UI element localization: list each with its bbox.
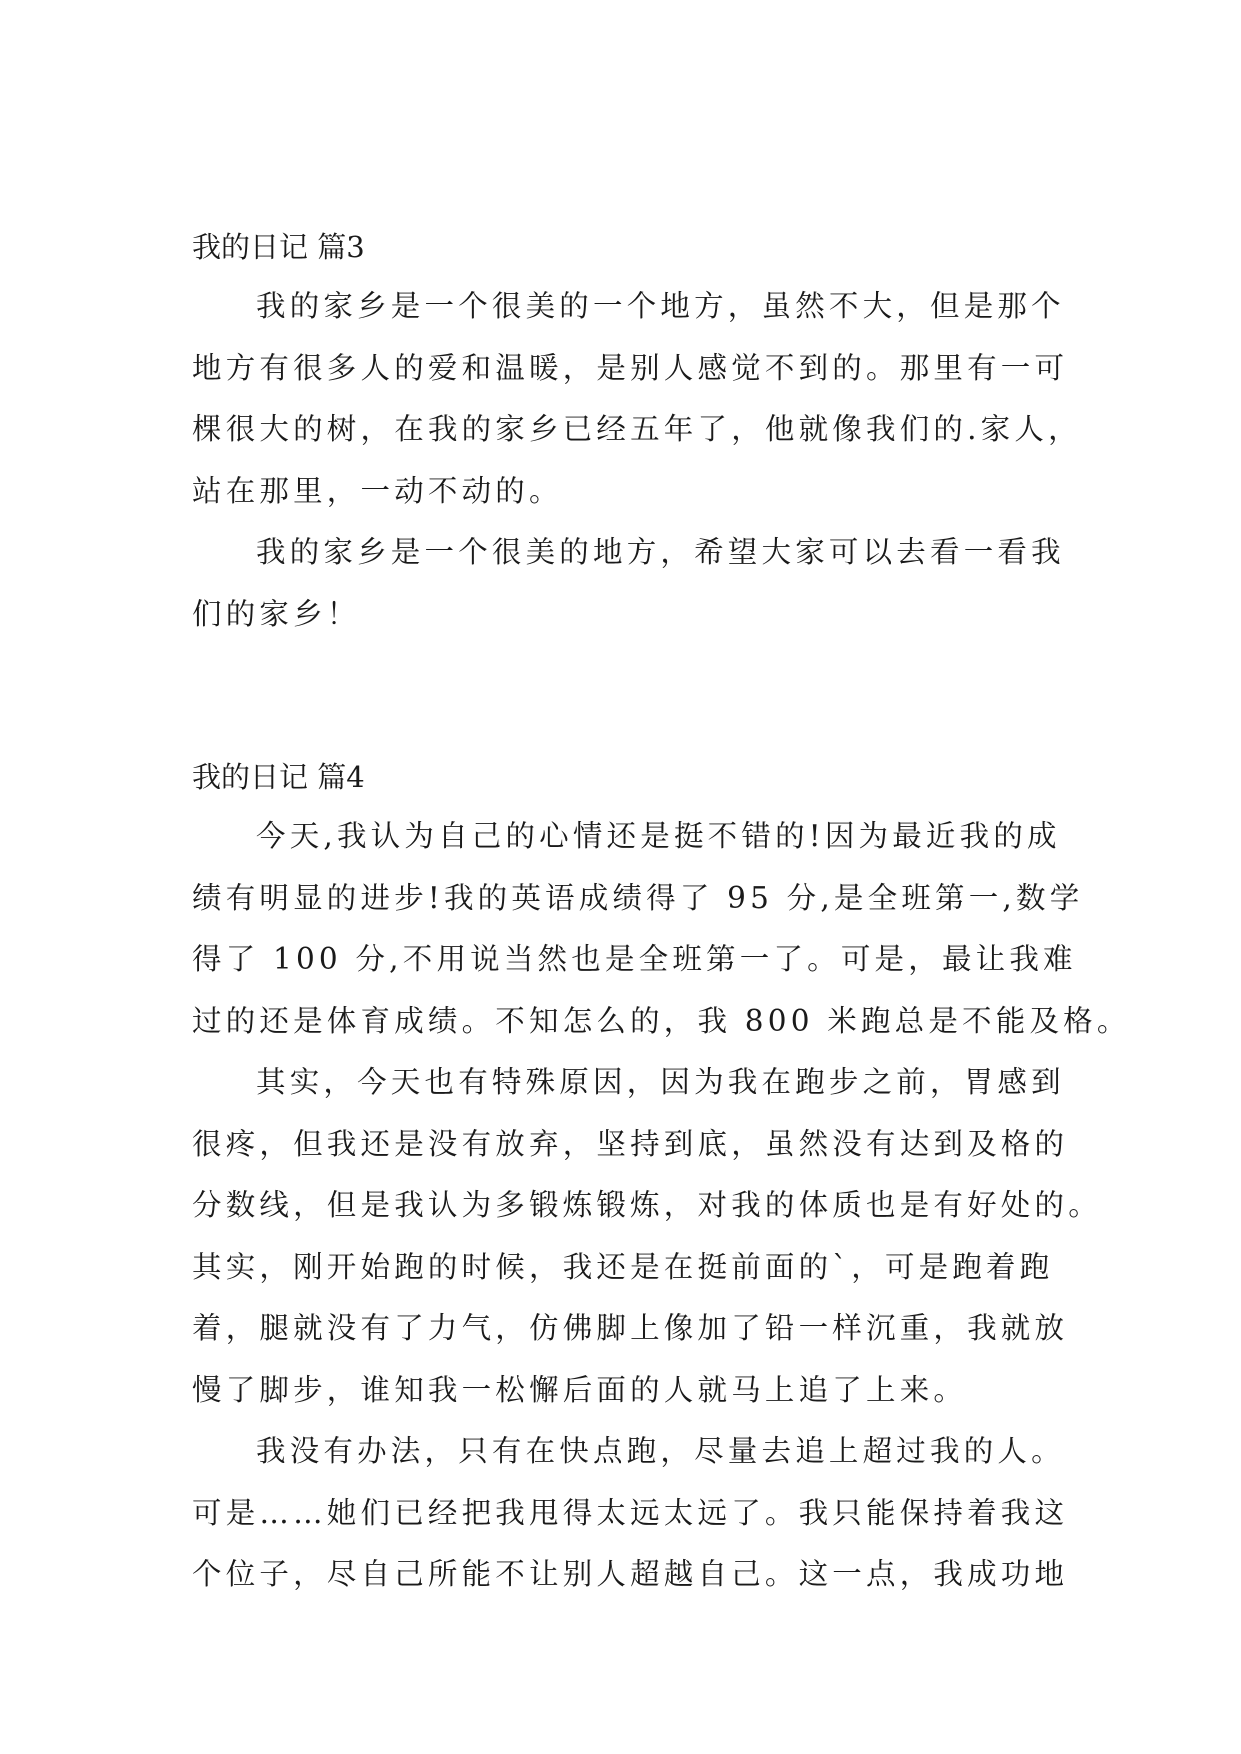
paragraph-line: 绩有明显的进步!我的英语成绩得了 95 分,是全班第一,数学 <box>192 880 1084 915</box>
paragraph-line: 今天,我认为自己的心情还是挺不错的!因为最近我的成 <box>256 819 1061 853</box>
paragraph-line: 很疼，但我还是没有放弃，坚持到底，虽然没有达到及格的 <box>192 1126 1069 1161</box>
paragraph-line: 站在那里，一动不动的。 <box>192 473 563 508</box>
paragraph-line: 过的还是体育成绩。不知怎么的，我 800 米跑总是不能及格。 <box>192 1003 1131 1038</box>
paragraph-line: 分数线，但是我认为多锻炼锻炼，对我的体质也是有好处的。 <box>192 1188 1102 1222</box>
paragraph-line: 个位子，尽自己所能不让别人超越自己。这一点，我成功地 <box>192 1557 1069 1591</box>
paragraph-line: 着，腿就没有了力气，仿佛脚上像加了铅一样沉重，我就放 <box>192 1311 1069 1345</box>
diary-entry-4 <box>192 748 1131 1606</box>
entry-title: 我的日记 篇3 <box>192 230 365 264</box>
paragraph-line: 们的家乡！ <box>192 596 361 631</box>
paragraph-line: 我的家乡是一个很美的一个地方，虽然不大，但是那个 <box>256 289 1065 323</box>
diary-entry-3 <box>192 218 1082 645</box>
paragraph-line: 得了 100 分,不用说当然也是全班第一了。可是，最让我难 <box>192 942 1077 976</box>
paragraph-line: 地方有很多人的爱和温暖，是别人感觉不到的。那里有一可 <box>192 350 1069 385</box>
paragraph-line: 其实，今天也有特殊原因，因为我在跑步之前，胃感到 <box>256 1065 1065 1099</box>
entry-title: 我的日记 篇4 <box>192 760 365 794</box>
paragraph-line: 可是……她们已经把我甩得太远太远了。我只能保持着我这 <box>192 1495 1069 1530</box>
paragraph-line: 慢了脚步，谁知我一松懈后面的人就马上追了上来。 <box>192 1372 968 1407</box>
paragraph-line: 棵很大的树，在我的家乡已经五年了，他就像我们的.家人， <box>192 412 1082 446</box>
paragraph-line: 我的家乡是一个很美的地方，希望大家可以去看一看我 <box>256 535 1065 569</box>
paragraph-line: 其实，刚开始跑的时候，我还是在挺前面的`，可是跑着跑 <box>192 1249 1054 1284</box>
paragraph-line: 我没有办法，只有在快点跑，尽量去追上超过我的人。 <box>256 1434 1065 1468</box>
